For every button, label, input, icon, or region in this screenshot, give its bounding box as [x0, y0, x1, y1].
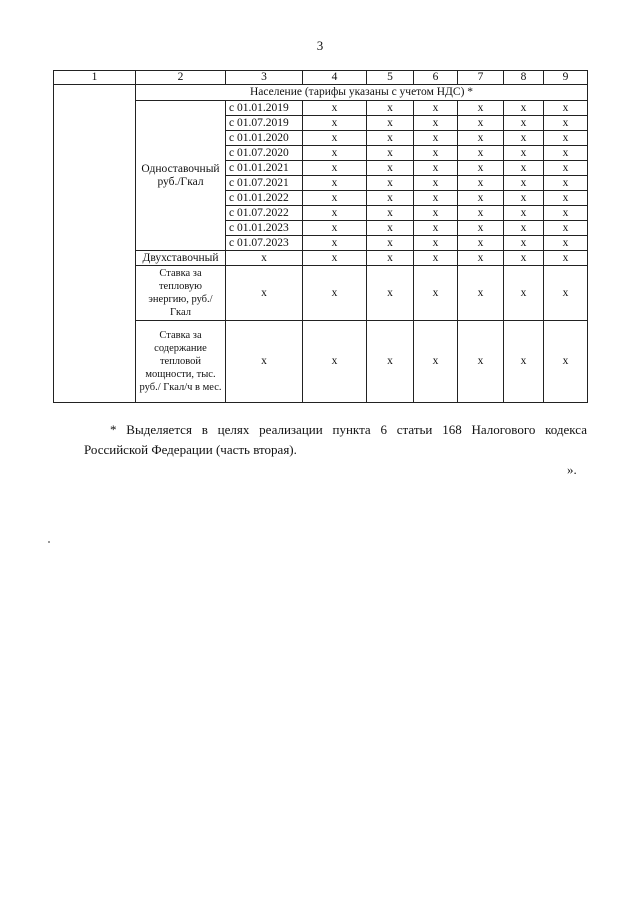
column-header-row: [54, 71, 588, 85]
value-cell: x: [544, 206, 588, 221]
value-cell: x: [303, 146, 367, 161]
vat-footnote: * Выделяется в целях реализации пункта 6 статьи 168 Налогового кодекса Российской Федерации (часть вторая).: [84, 422, 587, 457]
value-cell: x: [414, 146, 458, 161]
value-cell: x: [458, 236, 504, 251]
organization-cell: [54, 85, 136, 403]
value-cell: x: [504, 266, 544, 321]
value-cell: x: [303, 266, 367, 321]
value-cell: x: [458, 176, 504, 191]
value-cell: x: [303, 191, 367, 206]
value-cell: x: [414, 101, 458, 116]
value-cell: x: [458, 266, 504, 321]
value-cell: x: [504, 251, 544, 266]
value-cell: x: [504, 191, 544, 206]
value-cell: x: [414, 236, 458, 251]
value-cell: x: [414, 176, 458, 191]
value-cell: x: [367, 251, 414, 266]
value-cell: x: [504, 101, 544, 116]
scan-speck: [48, 541, 50, 543]
value-cell: x: [544, 146, 588, 161]
value-cell: x: [367, 236, 414, 251]
value-cell: x: [414, 221, 458, 236]
value-cell: x: [303, 221, 367, 236]
value-cell: x: [544, 101, 588, 116]
column-header: 5: [367, 71, 414, 85]
period-cell: с 01.01.2021: [226, 161, 303, 176]
value-cell: x: [504, 321, 544, 403]
value-cell: x: [544, 221, 588, 236]
tariff-table: [53, 70, 588, 403]
value-cell: x: [367, 116, 414, 131]
value-cell: x: [458, 251, 504, 266]
value-cell: x: [303, 101, 367, 116]
value-cell: x: [414, 131, 458, 146]
value-cell: x: [303, 206, 367, 221]
value-cell: x: [544, 161, 588, 176]
value-cell: x: [544, 266, 588, 321]
value-cell: x: [367, 266, 414, 321]
value-cell: x: [303, 236, 367, 251]
period-cell: с 01.01.2020: [226, 131, 303, 146]
value-cell: x: [544, 251, 588, 266]
value-cell: x: [544, 191, 588, 206]
value-cell: x: [303, 161, 367, 176]
period-cell: с 01.07.2023: [226, 236, 303, 251]
period-cell: с 01.07.2020: [226, 146, 303, 161]
value-cell: x: [303, 116, 367, 131]
value-cell: x: [504, 116, 544, 131]
value-cell: x: [226, 251, 303, 266]
value-cell: x: [504, 176, 544, 191]
value-cell: x: [544, 131, 588, 146]
section-title: Население (тарифы указаны с учетом НДС) *: [136, 85, 588, 101]
column-header: 2: [136, 71, 226, 85]
value-cell: x: [544, 321, 588, 403]
value-cell: x: [226, 321, 303, 403]
value-cell: x: [504, 146, 544, 161]
value-cell: x: [367, 146, 414, 161]
value-cell: x: [367, 176, 414, 191]
value-cell: x: [367, 101, 414, 116]
value-cell: x: [458, 131, 504, 146]
value-cell: x: [458, 191, 504, 206]
column-header: 9: [544, 71, 588, 85]
value-cell: x: [504, 236, 544, 251]
value-cell: x: [504, 131, 544, 146]
value-cell: x: [544, 176, 588, 191]
value-cell: x: [458, 146, 504, 161]
value-cell: x: [414, 321, 458, 403]
value-cell: x: [414, 191, 458, 206]
value-cell: x: [414, 116, 458, 131]
single-rate-label: Одноставочный руб./Гкал: [136, 101, 226, 251]
column-header: 7: [458, 71, 504, 85]
closing-quote-mark: ».: [567, 462, 577, 477]
two-rate-label: Двухставочный: [136, 251, 226, 266]
value-cell: x: [303, 321, 367, 403]
value-cell: x: [504, 161, 544, 176]
page-number: 3: [316, 38, 324, 53]
value-cell: x: [414, 206, 458, 221]
value-cell: x: [544, 116, 588, 131]
value-cell: x: [458, 161, 504, 176]
period-cell: с 01.07.2021: [226, 176, 303, 191]
value-cell: x: [367, 206, 414, 221]
value-cell: x: [367, 191, 414, 206]
column-header: 8: [504, 71, 544, 85]
value-cell: x: [458, 101, 504, 116]
value-cell: x: [367, 131, 414, 146]
value-cell: x: [458, 221, 504, 236]
capacity-rate-label: Ставка за содержание тепловой мощности, тыс. руб./ Гкал/ч в мес.: [136, 321, 226, 403]
period-cell: с 01.07.2019: [226, 116, 303, 131]
column-header: 1: [54, 71, 136, 85]
value-cell: x: [303, 251, 367, 266]
value-cell: x: [303, 131, 367, 146]
value-cell: x: [544, 236, 588, 251]
value-cell: x: [458, 116, 504, 131]
value-cell: x: [504, 206, 544, 221]
column-header: 3: [226, 71, 303, 85]
value-cell: x: [414, 251, 458, 266]
value-cell: x: [414, 266, 458, 321]
value-cell: x: [458, 321, 504, 403]
value-cell: x: [504, 221, 544, 236]
period-cell: с 01.01.2023: [226, 221, 303, 236]
value-cell: x: [367, 321, 414, 403]
period-cell: с 01.01.2019: [226, 101, 303, 116]
value-cell: x: [303, 176, 367, 191]
heat-energy-rate-label: Ставка за тепловую энергию, руб./Гкал: [136, 266, 226, 321]
value-cell: x: [458, 206, 504, 221]
column-header: 4: [303, 71, 367, 85]
period-cell: с 01.01.2022: [226, 191, 303, 206]
value-cell: x: [367, 161, 414, 176]
value-cell: x: [226, 266, 303, 321]
value-cell: x: [414, 161, 458, 176]
column-header: 6: [414, 71, 458, 85]
value-cell: x: [367, 221, 414, 236]
period-cell: с 01.07.2022: [226, 206, 303, 221]
